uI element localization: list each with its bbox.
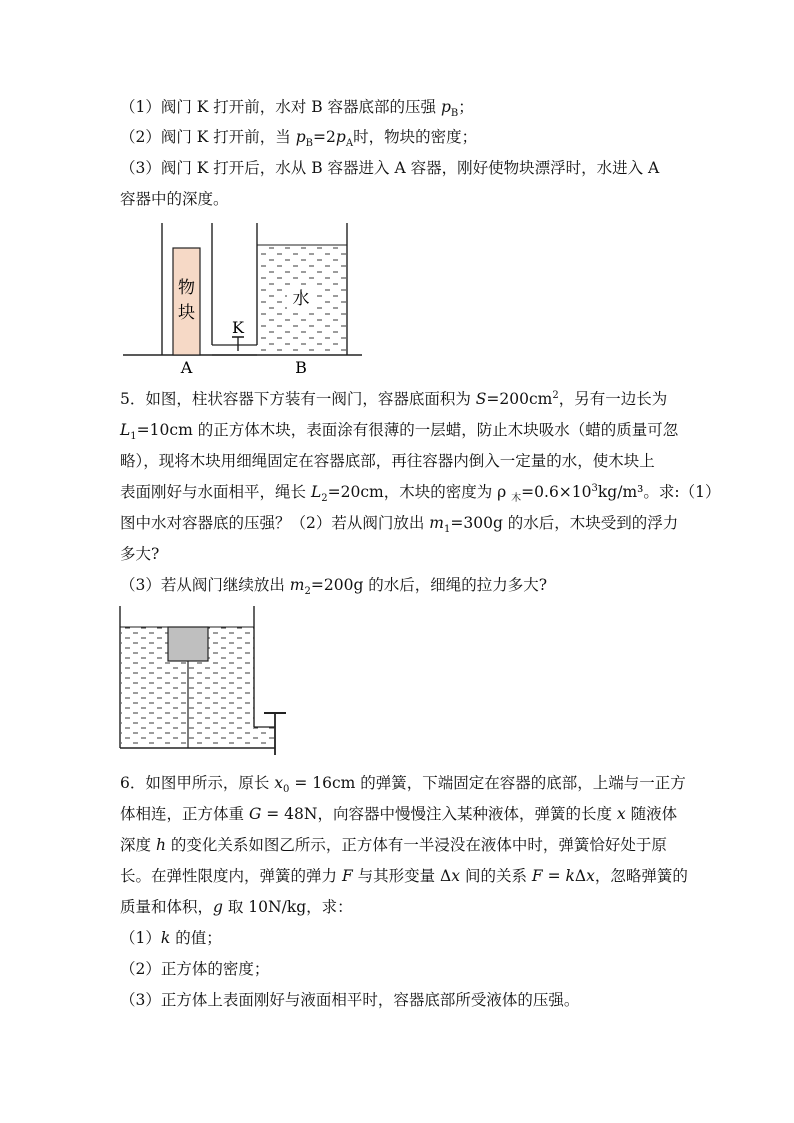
text: =300g 的水后，木块受到的浮力 (450, 514, 679, 532)
q6-item-1 (120, 928, 222, 948)
q6-item-3: （3）正方体上表面刚好与液面相平时，容器底部所受液体的压强。 (120, 991, 580, 1009)
var-p: p (295, 128, 306, 146)
sub: 0 (283, 784, 290, 796)
var-f: F (341, 867, 353, 885)
water-outlet (254, 727, 274, 748)
text: 取 10N/kg，求： (222, 898, 353, 916)
text: 表面刚好与水面相平，绳长 (120, 483, 311, 501)
var-h: h (155, 836, 166, 854)
block-label-2: 块 (178, 303, 195, 323)
text: kg/m³。求:（1） (597, 483, 721, 501)
text: =2 (313, 128, 336, 146)
q6-item-2: （2）正方体的密度； (120, 960, 270, 978)
text: Δ (574, 867, 587, 885)
text: =0.6×10 (521, 483, 592, 501)
sub-b: B (305, 138, 314, 150)
text: 深度 (120, 836, 156, 854)
q5-line-3: 略），现将木块用细绳固定在容器底部，再往容器内倒入一定量的水，使木块上 (120, 452, 655, 470)
sup: 2 (552, 389, 559, 401)
text: 6．如图甲所示，原长 (120, 774, 275, 792)
var-g: G (248, 805, 262, 823)
q5-line-6: 多大? (120, 545, 160, 563)
text: 与其形变量 Δ (352, 867, 452, 885)
text: 的变化关系如图乙所示，正方体有一半浸没在液体中时，弹簧恰好处于原 (165, 836, 667, 854)
text: （1） (120, 929, 161, 947)
var-m: m (289, 576, 305, 594)
q5-line-5 (120, 513, 679, 536)
text: 随液体 (625, 805, 678, 823)
text: = 16cm 的弹簧，下端固定在容器的底部，上端与一正方 (289, 774, 686, 792)
figure-container-wood-block (115, 600, 295, 760)
text: =10cm 的正方体木块，表面涂有很薄的一层蜡，防止木块吸水（蜡的质量可忽 (136, 421, 679, 439)
var-l: L (310, 483, 322, 501)
var-k: k (565, 867, 575, 885)
q4-item-1 (120, 97, 474, 120)
label-a: A (180, 358, 193, 377)
var-x: x (616, 805, 626, 823)
q6-line-5 (120, 897, 353, 917)
q5-line-4 (120, 482, 721, 505)
sub: 1 (444, 524, 451, 536)
text: （3）若从阀门继续放出 (120, 576, 290, 594)
text: （2）阀门 K 打开前，当 (120, 128, 296, 146)
var-l: L (120, 421, 131, 439)
sub: 1 (130, 431, 137, 443)
text: （1）阀门 K 打开前，水对 B 容器底部的压强 (120, 98, 441, 116)
text: 时，物块的密度； (353, 128, 478, 146)
text: =20cm，木块的密度为 ρ (327, 483, 512, 501)
sub: 2 (304, 586, 311, 598)
q6-line-1 (120, 773, 686, 796)
var-p: p (335, 128, 346, 146)
var-g: g (213, 898, 223, 916)
text: 5．如图，柱状容器下方装有一阀门，容器底面积为 (120, 390, 476, 408)
var-p: p (440, 98, 451, 116)
q6-line-4 (120, 866, 688, 886)
label-b: B (295, 358, 307, 377)
text: =200g 的水后，细绳的拉力多大? (310, 576, 548, 594)
var-x: x (274, 774, 284, 792)
sub: 2 (321, 493, 328, 505)
var-x: x (451, 867, 461, 885)
wood-block (168, 627, 208, 661)
text: ，另有一边长为 (558, 390, 668, 408)
sup: 3 (591, 482, 598, 494)
text: 长。在弹性限度内，弹簧的弹力 (120, 867, 342, 885)
var-x: x (586, 867, 595, 885)
q6-line-3 (120, 835, 667, 855)
q5-line-1 (120, 389, 667, 409)
var-s: S (475, 390, 487, 408)
sub-b: B (450, 108, 459, 120)
block-label-1: 物 (178, 278, 195, 298)
sub-wood: 木 (511, 493, 522, 505)
q4-item-3b: 容器中的深度。 (120, 190, 229, 208)
sub-a: A (345, 138, 354, 150)
text: = 48N，向容器中慢慢注入某种液体，弹簧的长度 (261, 805, 617, 823)
var-f: F (531, 867, 543, 885)
text: 图中水对容器底的压强？（2）若从阀门放出 (120, 514, 430, 532)
text: 间的关系 (460, 867, 532, 885)
water-label: 水 (292, 289, 310, 309)
q5-line-7 (120, 575, 548, 598)
q6-line-2 (120, 804, 677, 824)
text: ； (458, 98, 474, 116)
block-rect (173, 248, 200, 355)
q4-item-2 (120, 127, 478, 150)
var-m: m (429, 514, 444, 532)
text: 质量和体积， (120, 898, 214, 916)
figure-containers-ab (115, 215, 375, 380)
q4-item-3a: （3）阀门 K 打开后，水从 B 容器进入 A 容器，刚好使物块漂浮时，水进入 A (120, 159, 660, 177)
valve-label: K (232, 318, 244, 337)
text: 体相连，正方体重 (120, 805, 249, 823)
text: = (542, 867, 566, 885)
text: ，忽略弹簧的 (594, 867, 688, 885)
var-k: k (160, 929, 171, 947)
q5-line-2 (120, 420, 679, 443)
text: =200cm (486, 390, 553, 408)
text: 的值； (170, 929, 222, 947)
